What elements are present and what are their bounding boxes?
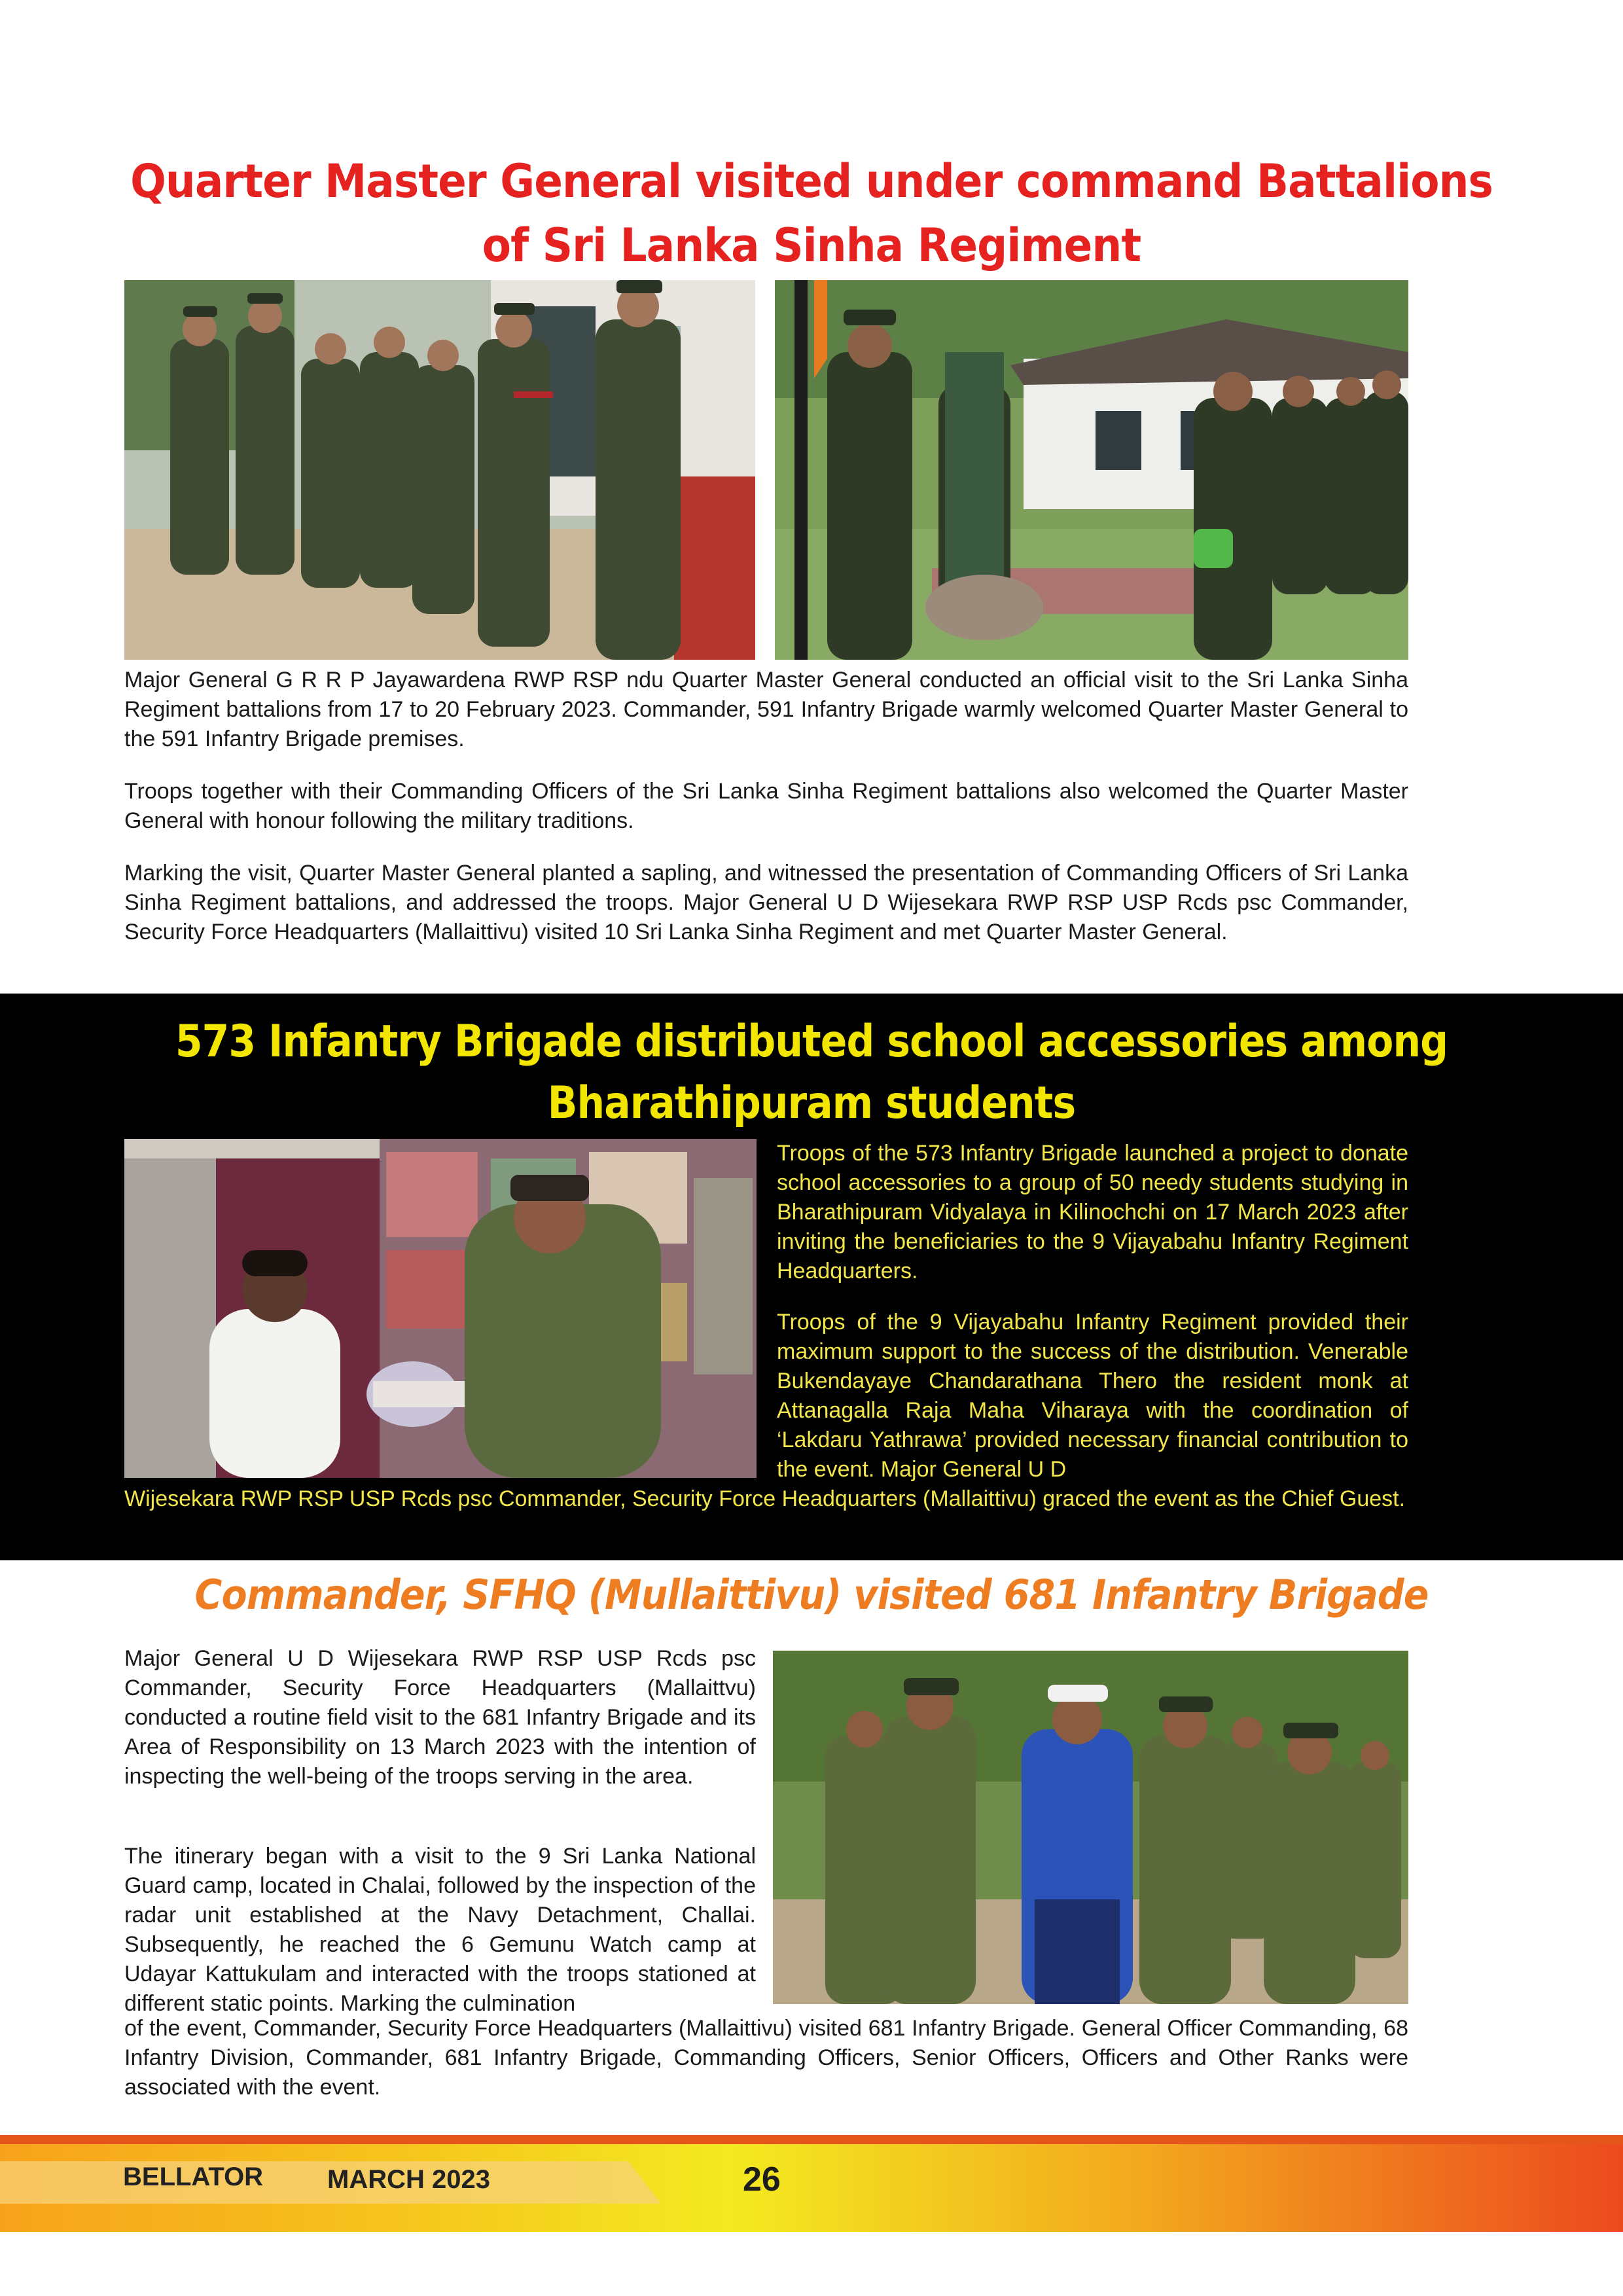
article3-title: Commander, SFHQ (Mullaittivu) visited 681 Infantry Brigade	[194, 1571, 1429, 1619]
article2-title-line2: Bharathipuram students	[547, 1077, 1076, 1129]
article1-paragraph3: Marking the visit, Quarter Master General planted a sapling, and witnessed the presentation of Commanding Officers of Sri Lanka Sinha Regiment battalions, and addressed the troops. Major General U D Wijesekara RWP RSP USP Rcds psc Commander, Security Force Headquarters (Mallaittivu) visited 10 Sri Lanka Sinha Regiment and met Quarter Master General.	[124, 861, 1408, 944]
footer-magazine-name: BELLATOR	[123, 2162, 264, 2191]
footer	[0, 2135, 1623, 2232]
article2-title-line1: 573 Infantry Brigade distributed school accessories among	[175, 1016, 1448, 1067]
article1-title	[65, 149, 1558, 278]
article2-paragraph1: Troops of the 573 Infantry Brigade launched a project to donate school accessories to a group of 50 needy students studying in Bharathipuram Vidyalaya in Kilinochchi on 17 March 2023 after inviting the beneficiaries to the 9 Vijayabahu Infantry Regiment Headquarters.	[777, 1141, 1408, 1283]
article1-paragraph1: Major General G R R P Jayawardena RWP RSP ndu Quarter Master General conducted an official visit to the Sri Lanka Sinha Regiment battalions from 17 to 20 February 2023. Commander, 591 Infantry Brigade warmly welcomed Quarter Master General to the 591 Infantry Brigade premises.	[124, 668, 1408, 751]
photo-school-accessories	[124, 1139, 757, 1478]
article2-paragraph2-full: Wijesekara RWP RSP USP Rcds psc Commander, Security Force Headquarters (Mallaittivu) graced the event as the Chief Guest.	[124, 1486, 1406, 1511]
article1-paragraph2: Troops together with their Commanding Officers of the Sri Lanka Sinha Regiment battalions also welcomed the Quarter Master General with honour following the military traditions.	[124, 779, 1408, 833]
footer-issue-date: MARCH 2023	[327, 2165, 490, 2194]
article3-paragraph2-full: of the event, Commander, Security Force Headquarters (Mallaittivu) visited 681 Infantry Brigade. General Officer Commanding, 68 Infantry Division, Commander, 681 Infantry Brigade, Commanding Officers, Senior Officers, Officers and Other Ranks were associated with the event.	[124, 2016, 1408, 2100]
article2-title	[98, 1011, 1525, 1134]
article1-title-line2: of Sri Lanka Sinha Regiment	[482, 219, 1141, 272]
article3-paragraph2-side: The itinerary began with a visit to the 9 Sri Lanka National Guard camp, located in Chalai, followed by the inspection of the radar unit established at the Navy Detachment, Challai. Subsequently, he reached the 6 Gemunu Watch camp at Udayar Kattukulam and interacted with the troops stationed at different static points. Marking the culmination	[124, 1844, 756, 2016]
photo-planting-sapling	[775, 280, 1408, 660]
article1-title-line1: Quarter Master General visited under command Battalions	[130, 154, 1493, 208]
photo-officers-welcome	[124, 280, 755, 660]
footer-page-number: 26	[743, 2161, 781, 2198]
photo-field-visit	[773, 1651, 1408, 2004]
article3-paragraph1: Major General U D Wijesekara RWP RSP USP Rcds psc Commander, Security Force Headquarters (Mallaittvu) conducted a routine field visit to the 681 Infantry Brigade and its Area of Responsibility on 13 March 2023 with the intention of inspecting the well-being of the troops serving in the area.	[124, 1646, 756, 1789]
article2-paragraph2-side: Troops of the 9 Vijayabahu Infantry Regiment provided their maximum support to the success of the distribution. Venerable Bukendayaye Chandarathana Thero the resident monk at Attanagalla Raja Maha Viharaya with the coordination of ‘Lakdaru Yathrawa’ provided necessary financial contribution to the event. Major General U D	[777, 1310, 1408, 1482]
